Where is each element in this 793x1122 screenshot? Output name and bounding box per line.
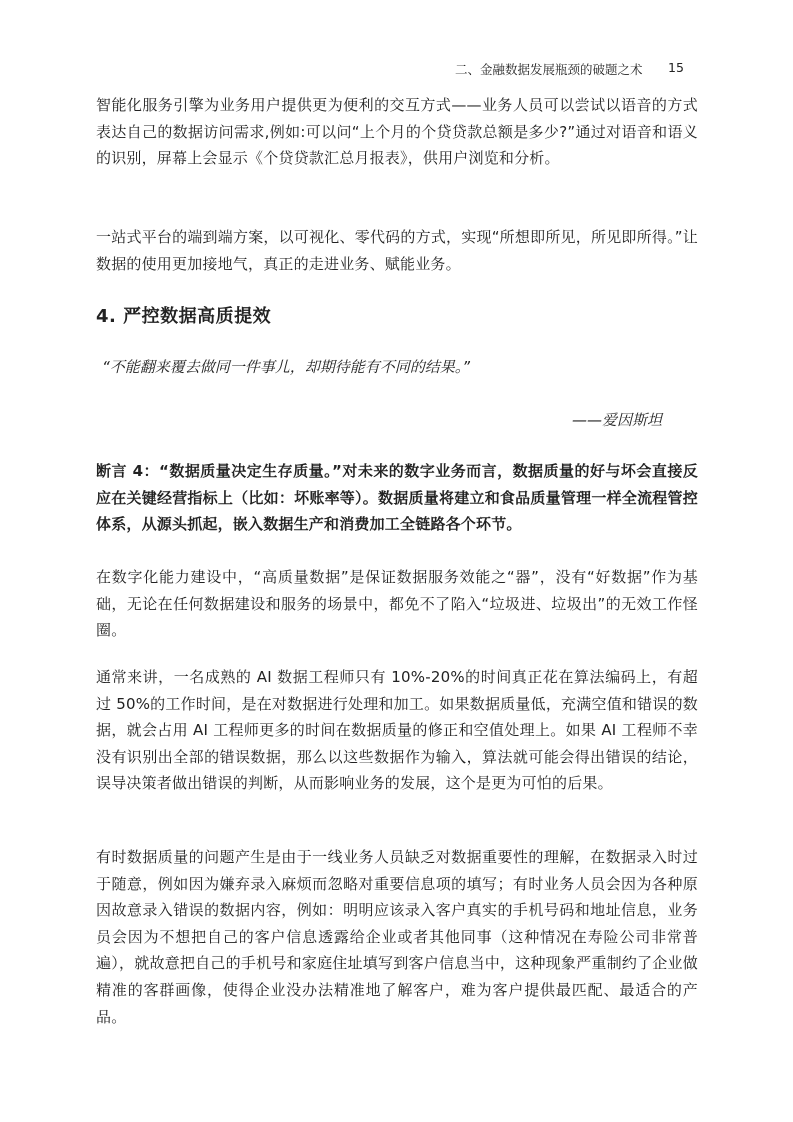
page-number: 15 — [668, 60, 684, 75]
paragraph-smart-service: 智能化服务引擎为业务用户提供更为便利的交互方式——业务人员可以尝试以语音的方式表达自己的数据访问需求,例如:可以问“上个月的个贷贷款总额是多少?”通过对语音和语义的识别，屏幕上会显示《个贷贷款汇总月报表》，供用户浏览和分析。 — [96, 96, 698, 168]
paragraph-data-entry-issues: 有时数据质量的问题产生是由于一线业务人员缺乏对数据重要性的理解，在数据录入时过于随意，例如因为嫌弃录入麻烦而忽略对重要信息项的填写；有时业务人员会因为各种原因故意录入错误的数据内容，例如：明明应该录入客户真实的手机号码和地址信息，业务员会因为不想把自己的客户信息透露给企业或者其他同事（这种情况在寿险公司非常普遍），就故意把自己的手机号和家庭住址填写到客户信息当中，这种现象严重制约了企业做精准的客群画像，使得企业没办法精准地了解客户，难为客户提供最匹配、最适合的产品。 — [96, 848, 698, 1026]
paragraph-ai-engineer: 通常来讲，一名成熟的 AI 数据工程师只有 10%-20%的时间真正花在算法编码上，有超过 50%的工作时间，是在对数据进行处理和加工。如果数据质量低，充满空值和错误的数据，就会占用 AI 工程师更多的时间在数据质量的修正和空值处理上。如果 AI 工程师不幸没有识别出全部的错误数据，那么以这些数据作为输入，算法就可能会得出错误的结论，误导决策者做出错误的判断，从而影响业务的发展，这个是更为可怕的后果。 — [96, 668, 698, 793]
epigraph-quote: “不能翻来覆去做同一件事儿，却期待能有不同的结果。” — [102, 358, 471, 376]
section-heading: 4. 严控数据高质提效 — [96, 306, 272, 327]
epigraph-author: ——爱因斯坦 — [571, 411, 662, 429]
paragraph-high-quality-data: 在数字化能力建设中，“高质量数据”是保证数据服务效能之“器”，没有“好数据”作为基础，无论在任何数据建设和服务的场景中，都免不了陷入“垃圾进、垃圾出”的无效工作怪圈。 — [96, 568, 698, 640]
running-header — [455, 60, 684, 78]
paragraph-one-stop-platform: 一站式平台的端到端方案，以可视化、零代码的方式，实现“所想即所见，所见即所得。”让数据的使用更加接地气，真正的走进业务、赋能业务。 — [96, 228, 698, 273]
chapter-title: 二、金融数据发展瓶颈的破题之术 — [455, 62, 643, 77]
assertion-paragraph: 断言 4：“数据质量决定生存质量。”对未来的数字业务而言，数据质量的好与坏会直接反应在关键经营指标上（比如：坏账率等）。数据质量将建立和食品质量管理一样全流程管控体系，从源头抓起，嵌入数据生产和消费加工全链路各个环节。 — [96, 462, 698, 534]
